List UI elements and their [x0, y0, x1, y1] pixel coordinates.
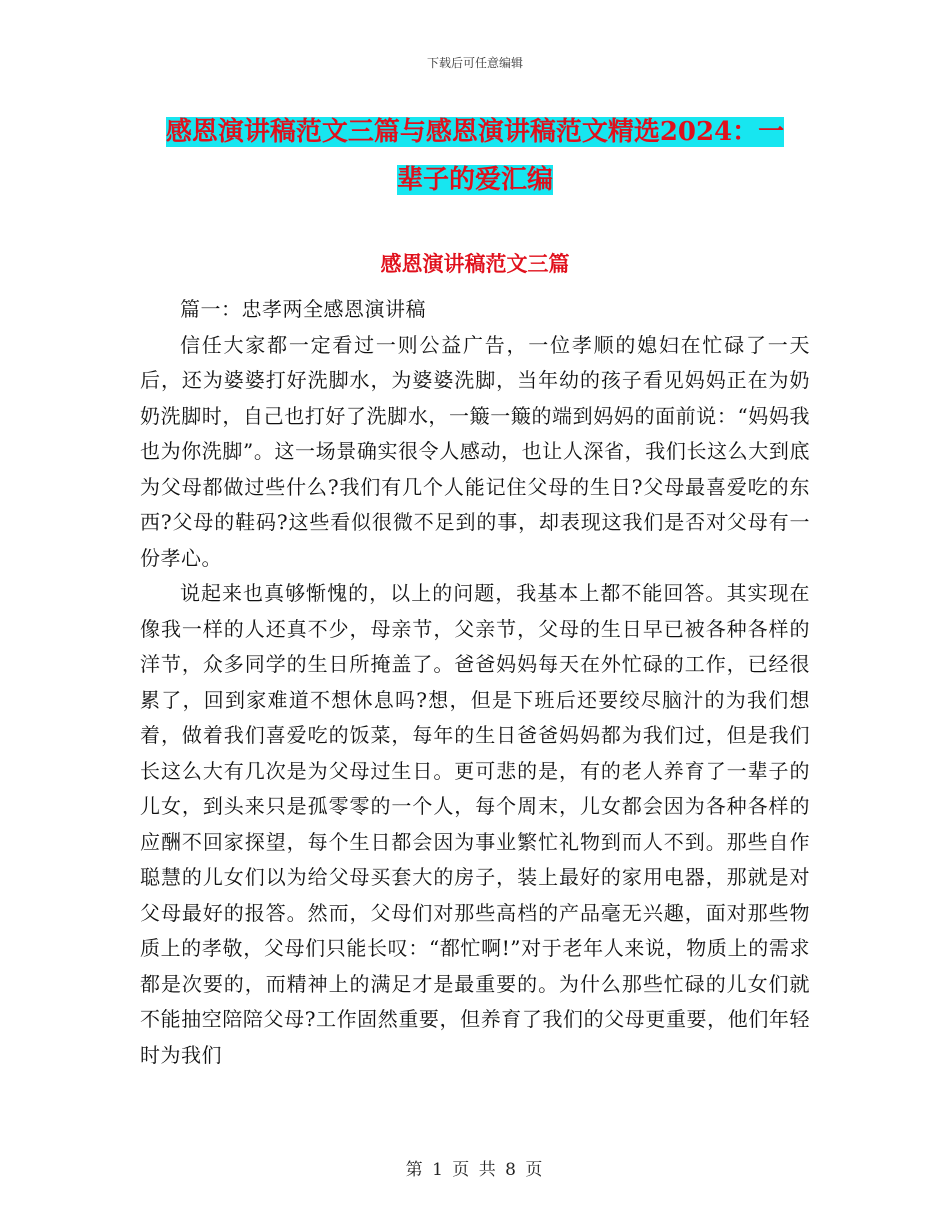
section-title: 感恩演讲稿范文三篇 [380, 251, 570, 276]
header-note: 下载后可任意编辑 [426, 56, 523, 70]
article-body [140, 292, 810, 1073]
article-heading: 篇一：忠孝两全感恩演讲稿 [180, 297, 426, 321]
document-title-line1: 感恩演讲稿范文三篇与感恩演讲稿范文精选2024：一 [165, 117, 785, 147]
document-title-line2: 辈子的爱汇编 [396, 165, 553, 195]
article-paragraph: 信任大家都一定看过一则公益广告，一位孝顺的媳妇在忙碌了一天后，还为婆婆打好洗脚水，为婆婆洗脚，当年幼的孩子看见妈妈正在为奶奶洗脚时，自己也打好了洗脚水，一簸一簸的端到妈妈的面前说：“妈妈我也为你洗脚”。这一场景确实很令人感动，也让人深省，我们长这么大到底为父母都做过些什么?我们有几个人能记住父母的生日?父母最喜爱吃的东西?父母的鞋码?这些看似很微不足到的事，却表现这我们是否对父母有一份孝心。 [140, 332, 810, 570]
document-title [140, 108, 810, 204]
page-number: 第 1 页 共 8 页 [405, 1160, 545, 1180]
article-paragraph: 说起来也真够惭愧的，以上的问题，我基本上都不能回答。其实现在像我一样的人还真不少，母亲节，父亲节，父母的生日早已被各种各样的洋节，众多同学的生日所掩盖了。爸爸妈妈每天在外忙碌的工作，已经很累了，回到家难道不想休息吗?想，但是下班后还要绞尽脑汁的为我们想着，做着我们喜爱吃的饭菜，每年的生日爸爸妈妈都为我们过，但是我们长这么大有几次是为父母过生日。更可悲的是，有的老人养育了一辈子的儿女，到头来只是孤零零的一个人，每个周末，儿女都会因为各种各样的应酬不回家探望，每个生日都会因为事业繁忙礼物到而人不到。那些自作聪慧的儿女们以为给父母买套大的房子，装上最好的家用电器，那就是对父母最好的报答。然而，父母们对那些高档的产品毫无兴趣，面对那些物质上的孝敬，父母们只能长叹：“都忙啊!”对于老年人来说，物质上的需求都是次要的，而精神上的满足才是最重要的。为什么那些忙碌的儿女们就不能抽空陪陪父母?工作固然重要，但养育了我们的父母更重要，他们年轻时为我们 [140, 581, 810, 1067]
